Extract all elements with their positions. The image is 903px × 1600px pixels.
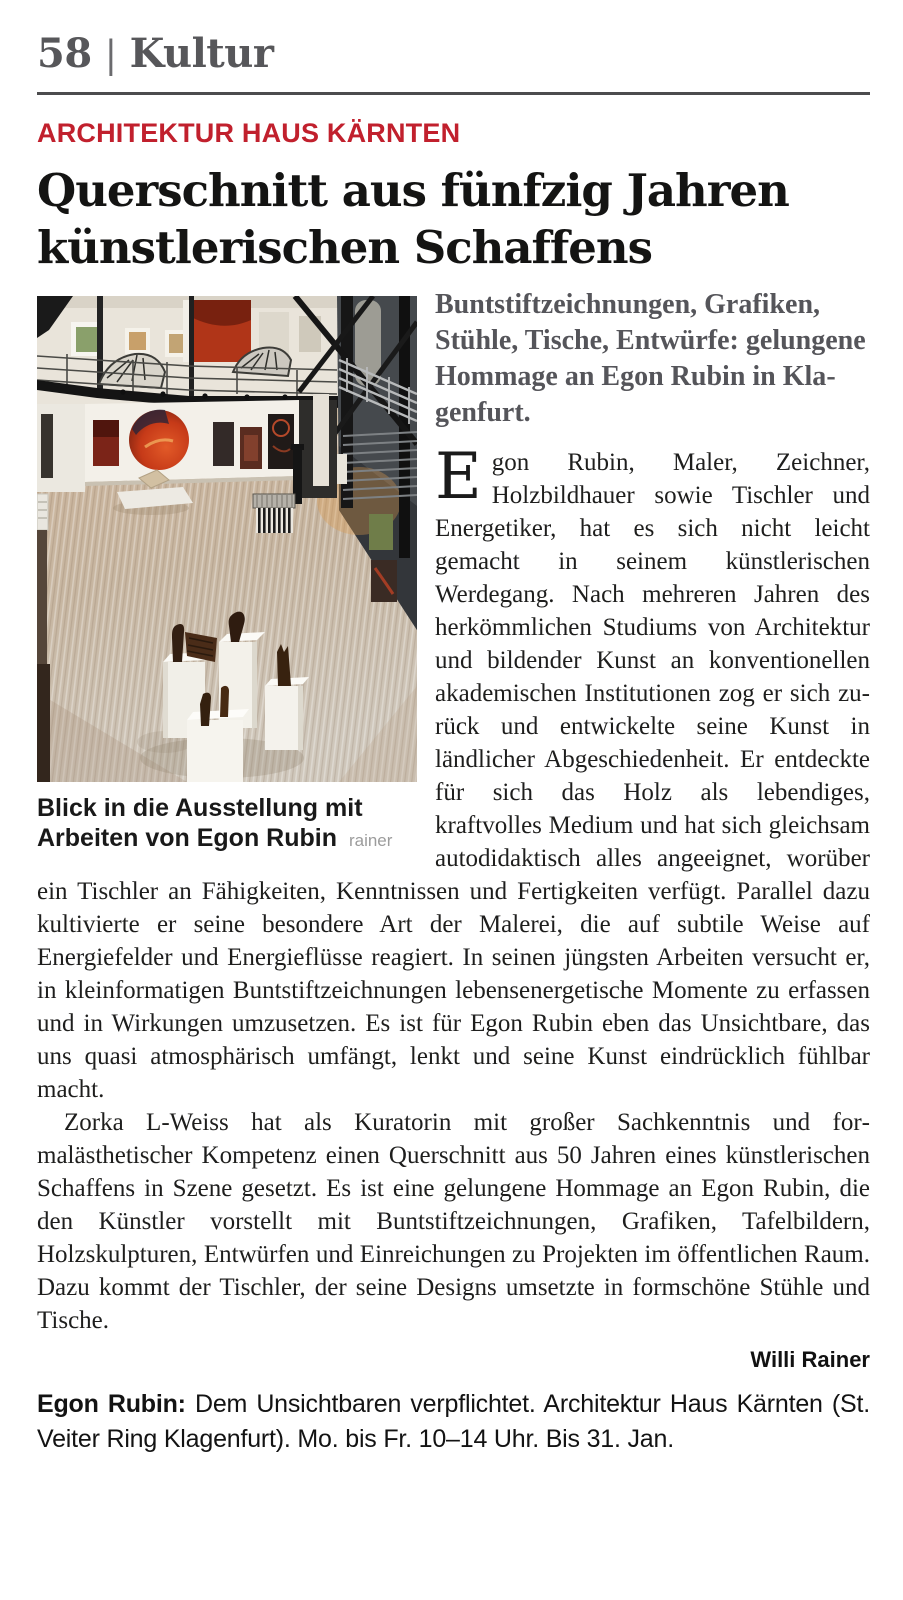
body-paragraph-2: Zorka L-Weiss hat als Kuratorin mit großer Sachkenntnis und formalästhetischer Kompetenz einen Querschnitt aus 50 Jahren eines künstlerischen Schaffens in Szene gesetzt. Es ist eine gelungene Hommage an Egon Rubin, die den Künstler vorstellt mit Buntstiftzeichnungen, Grafiken, Tafelbildern, Holzskulpturen, Entwürfen und Einreichungen zu Projekten im öffentlichen Raum. Dazu kommt der Tischler, der seine Designs umsetzte in formschöne Stühle und Tische. xyxy=(37,1109,870,1334)
divider-rule xyxy=(37,92,870,95)
byline: Willi Rainer xyxy=(750,1347,870,1372)
masthead-separator: | xyxy=(104,33,117,76)
photo-credit: rainer xyxy=(348,831,393,850)
drop-cap: E xyxy=(435,440,482,514)
event-info-text: Dem Unsichtbaren verpflichtet. Architektur Haus Kärnten (St. Veiter Ring Klagenfurt). Mo. bis Fr. 10–14 Uhr. Bis 31. Jan. xyxy=(37,1390,870,1453)
event-info xyxy=(37,1387,870,1457)
photo-caption xyxy=(37,793,417,853)
page-number: 58 xyxy=(37,30,92,77)
event-info-label: Egon Rubin: xyxy=(37,1390,186,1418)
kicker: ARCHITEKTUR HAUS KÄRNTEN xyxy=(37,118,461,148)
photo-caption-text: Blick in die Ausstellung mit Arbeiten von Egon Rubin xyxy=(37,794,363,852)
page-masthead xyxy=(37,30,870,77)
article-body xyxy=(37,287,870,1371)
exhibition-photo xyxy=(37,296,417,782)
photo-figure xyxy=(37,296,417,853)
headline: Querschnitt aus fünfzig Jahren künstlerischen Schaffens xyxy=(37,164,789,274)
section-title: Kultur xyxy=(129,30,274,77)
body-paragraph-1-text: gon Rubin, Maler, Zeichner, Holzbildhauer sowie Tischler und Energetiker, hat es sich nicht leicht gemacht in seinem künstlerischen Werdegang. Nach mehreren Jahren des herkömmlichen Studiums von Architektur und bildender Kunst an konventionellen akademischen Institutionen zog er sich zurück und entwickelte seine Kunst in ländlicher Abgeschiedenheit. Er entdeckte für sich das Holz als lebendiges, kraftvolles Medium und hat sich gleichsam autodidaktisch alles angeeignet, worüber ein Tischler an Fähigkeiten, Kenntnissen und Fertigkeiten verfügt. Parallel dazu kultivierte er seine besondere Art der Malerei, die auf subtile Weise auf Energiefelder und Energieflüsse reagiert. In seinen jüngsten Arbeiten versucht er, in kleinformatigen Buntstiftzeichnungen lebensenergetische Momente zu erfassen und in Wirkungen umzusetzen. Es ist für Egon Rubin eben das Unsichtbare, das uns quasi atmosphärisch umfängt, lenkt und seine Kunst eindrücklich fühlbar macht. xyxy=(37,449,870,1103)
lead-paragraph: Buntstiftzeichnungen, Grafiken, Stühle, Tische, Entwürfe: gelungene Hommage an Egon Rubin in Klagenfurt. xyxy=(435,289,866,428)
